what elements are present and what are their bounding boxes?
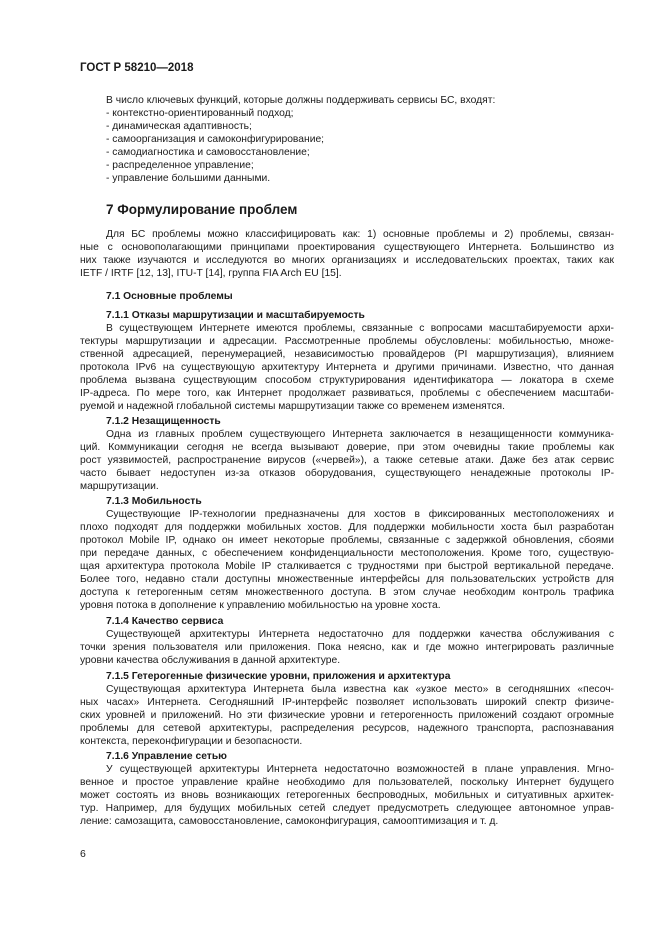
section-7-1-heading: 7.1 Основные проблемы (106, 291, 233, 302)
paragraph-line: них также изучаются и исследуются во многих организациях и исследовательских проектах, таких как (80, 255, 614, 266)
paragraph-line: протокола IPv6 на существующую архитектуру Интернета и другими причинами. Известно, что данная (80, 362, 614, 373)
section-7-1-6-heading: 7.1.6 Управление сетью (106, 751, 227, 762)
paragraph-line: руемой и надежной глобальной системы маршрутизации также со временем изменятся. (80, 401, 505, 412)
paragraph-line: при передаче данных, с обеспечением конфиденциальности местоположения. Кроме того, существую- (80, 548, 614, 559)
section-7-1-4-heading: 7.1.4 Качество сервиса (106, 616, 224, 627)
section-7-1-1-heading: 7.1.1 Отказы маршрутизации и масштабируемость (106, 310, 365, 321)
paragraph-line: ций. Коммуникации сегодня не всегда вызывают доверие, при этом очевидны такие проблемы как (80, 442, 614, 453)
paragraph-line: Существующая архитектура Интернета была известна как «узкое место» в сегодняшних «песоч- (106, 684, 614, 695)
page-number: 6 (80, 848, 86, 860)
paragraph-line: Более того, недавно стали доступны множественные интерфейсы для пользовательских устройств для (80, 574, 614, 585)
paragraph-line: уровни качества обслуживания в данной архитектуре. (80, 655, 341, 666)
paragraph-line: ление: самозащита, самовосстановление, самоконфигурация, самооптимизация и т. д. (80, 816, 499, 827)
paragraph-line: ные с основополагающими принципами проектирования существующего Интернета. Большинство из (80, 242, 614, 253)
section-7-heading: 7 Формулирование проблем (106, 202, 298, 217)
paragraph-line: доступа к гетерогенным сетям множественного доступа. В этом случае необходим контроль трафика (80, 587, 614, 598)
paragraph-line: В существующем Интернете имеются проблемы, связанные с вопросами масштабируемости архи- (106, 323, 614, 334)
paragraph-line: Для БС проблемы можно классифицировать как: 1) основные проблемы и 2) проблемы, связан- (106, 229, 614, 240)
paragraph-line: контекста, переконфигурации и безопасности. (80, 736, 303, 747)
list-item: - распределенное управление; (106, 160, 254, 171)
paragraph-line: проблемы для сетевой архитектуры, распределения ресурсов, надежного транспорта, распознавания (80, 723, 614, 734)
paragraph-line: ских уровней и приложений. Но эти физические уровни и гетерогенность приложений создают огромные (80, 710, 614, 721)
list-item: - управление большими данными. (106, 173, 271, 184)
section-7-1-3-heading: 7.1.3 Мобильность (106, 496, 202, 507)
paragraph-line: проблема вызвана существующим способом структурирования идентификатора — локатора в схеме (80, 375, 614, 386)
paragraph-line: точки зрения пользователя или приложения. Пока неясно, как и где можно интегрировать различные (80, 642, 614, 653)
paragraph-line: Существующей архитектуры Интернета недостаточно для поддержки качества обслуживания с (106, 629, 614, 640)
document-header: ГОСТ Р 58210—2018 (80, 62, 194, 74)
section-7-1-2-heading: 7.1.2 Незащищенность (106, 416, 221, 427)
paragraph-line: ных часах» Интернета. Сегодняшний IP-интерфейс позволяет использовать широкий спектр физиче- (80, 697, 614, 708)
list-item: - самодиагностика и самовосстановление; (106, 147, 310, 158)
intro-lead: В число ключевых функций, которые должны поддерживать сервисы БС, входят: (106, 95, 496, 106)
paragraph-line: может состоять из вновь возникающих гетерогенных беспроводных, мобильных и ситуативных архитек- (80, 790, 614, 801)
list-item: - контекстно-ориентированный подход; (106, 108, 294, 119)
paragraph-line: тур. Например, для будущих мобильных сетей следует предусмотреть следующее автономное управ- (80, 803, 614, 814)
paragraph-line: ственной адресацией, перенумерацией, независимостью провайдеров (PI маршрутизация), влиянием (80, 349, 614, 360)
section-7-1-5-heading: 7.1.5 Гетерогенные физические уровни, приложения и архитектура (106, 671, 451, 682)
paragraph-line: IETF / IRTF [12, 13], ITU-T [14], группа FIA Arch EU [15]. (80, 268, 342, 279)
paragraph-line: венное и простое управление крайне необходимо для пользователей, поскольку Интернет будущего (80, 777, 614, 788)
paragraph-line: Существующие IP-технологии предназначены для хостов в фиксированных местоположениях и (106, 509, 614, 520)
list-item: - динамическая адаптивность; (106, 121, 252, 132)
paragraph-line: У существующей архитектуры Интернета недостаточно возможностей в плане управления. Мгно- (106, 764, 614, 775)
paragraph-line: маршрутизации. (80, 481, 159, 492)
paragraph-line: часто бывает недоступен из-за отказов оборудования, существующего ненадежные протоколы IP- (80, 468, 614, 479)
paragraph-line: тектуры маршрутизации и адресации. Рассмотренные проблемы обусловлены: мобильностью, множе- (80, 336, 614, 347)
paragraph-line: щая архитектура протокола Mobile IP сталкивается с трудностями при быстрой вертикальной передаче. (80, 561, 614, 572)
list-item: - самоорганизация и самоконфигурирование; (106, 134, 325, 145)
paragraph-line: протокол Mobile IP, однако он имеет некоторые проблемы, связанные с задержкой обновления, сбоями (80, 535, 614, 546)
paragraph-line: уровня потока в дополнение к управлению мобильностью на уровне хоста. (80, 600, 441, 611)
paragraph-line: рост уязвимостей, распространение вирусов («червей»), а также сетевые атаки. Даже без атак сервис (80, 455, 614, 466)
paragraph-line: Одна из главных проблем существующего Интернета заключается в незащищенности коммуника- (106, 429, 614, 440)
paragraph-line: IP-адреса. По мере того, как Интернет продолжает развиваться, проблемы с обеспечением масштаби- (80, 388, 614, 399)
paragraph-line: плохо подходят для поддержки мобильных хостов. Для поддержки мобильности хоста был разработан (80, 522, 614, 533)
